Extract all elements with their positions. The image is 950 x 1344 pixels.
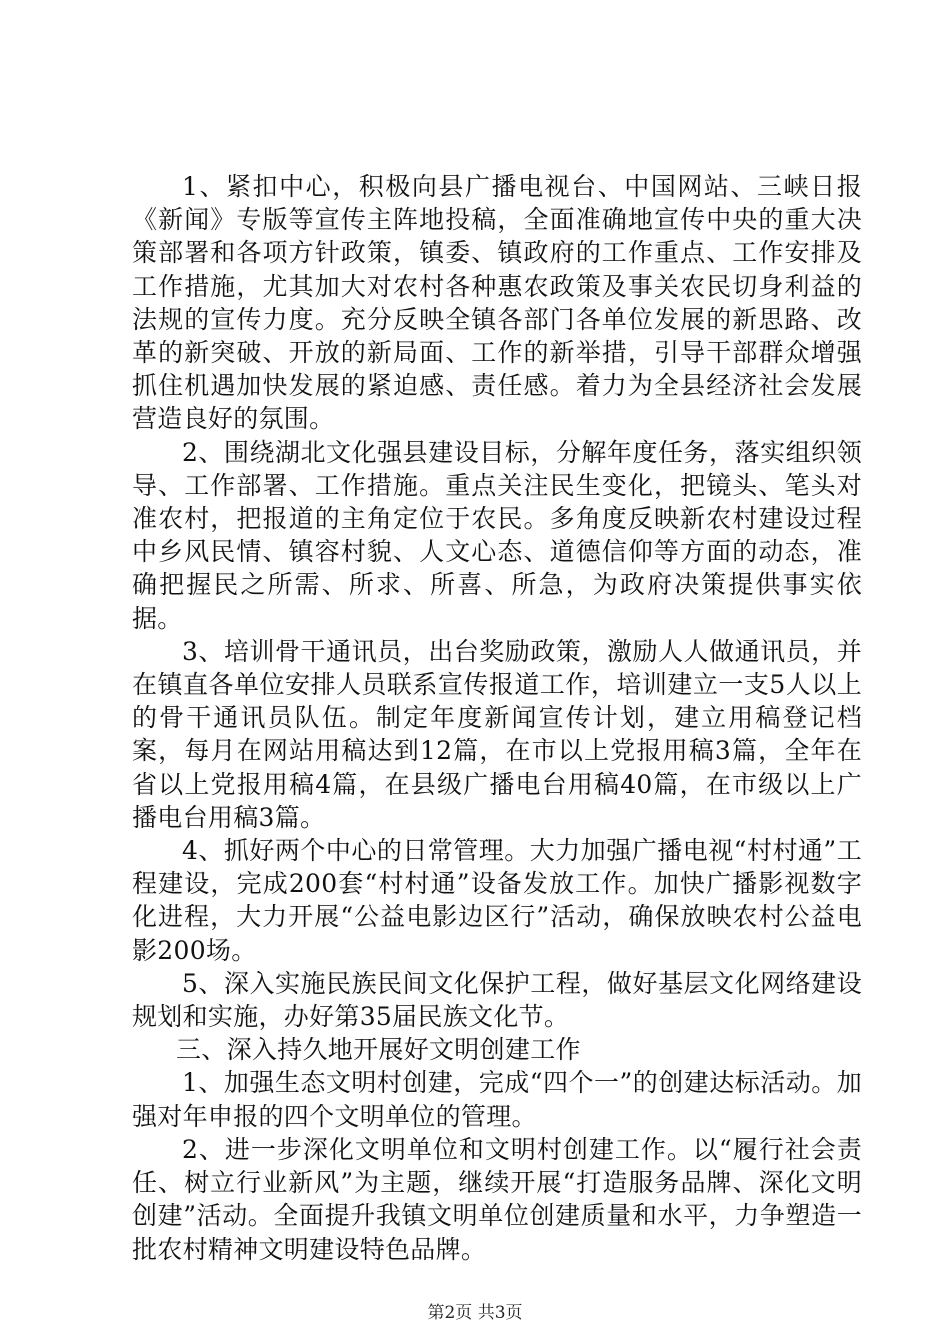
paragraph-correspondent-training: 3、培训骨干通讯员，出台奖励政策，激励人人做通讯员，并在镇直各单位安排人员联系宣传报道工作，培训建立一支5人以上的骨干通讯员队伍。制定年度新闻宣传计划，建立用稿登记档案，每月在网站用稿达到12篇，在市以上党报用稿3篇，全年在省以上党报用稿4篇，在县级广播电台用稿40篇，在市级以上广播电台用稿3篇。: [132, 636, 862, 832]
document-body: [132, 170, 862, 1266]
paragraph-folk-culture-protection: 5、深入实施民族民间文化保护工程，做好基层文化网络建设规划和实施，办好第35届民族文化节。: [132, 968, 862, 1032]
paragraph-civilized-units: 2、进一步深化文明单位和文明村创建工作。以“履行社会责任、树立行业新风”为主题，继续开展“打造服务品牌、深化文明创建”活动。全面提升我镇文明单位创建质量和水平，力争塑造一批农村精神文明建设特色品牌。: [132, 1134, 862, 1264]
section-heading-civilization: 三、深入持久地开展好文明创建工作: [176, 1035, 581, 1065]
paragraph-broadcast-centers: 4、抓好两个中心的日常管理。大力加强广播电视“村村通”工程建设，完成200套“村村通”设备发放工作。加快广播影视数字化进程，大力开展“公益电影边区行”活动，确保放映农村公益电影200场。: [132, 836, 862, 965]
page-footer: 第2页 共3页: [427, 1303, 523, 1323]
paragraph-culture-county-goal: 2、围绕湖北文化强县建设目标，分解年度任务，落实组织领导、工作部署、工作措施。重点关注民生变化，把镜头、笔头对准农村，把报道的主角定位于农民。多角度反映新农村建设过程中乡风民情、镇容村貌、人文心态、道德信仰等方面的动态，准确把握民之所需、所求、所喜、所急，为政府决策提供事实依据。: [132, 437, 862, 633]
paragraph-eco-village: 1、加强生态文明村创建，完成“四个一”的创建达标活动。加强对年申报的四个文明单位的管理。: [132, 1068, 862, 1131]
paragraph-publicity-focus: 1、紧扣中心，积极向县广播电视台、中国网站、三峡日报《新闻》专版等宣传主阵地投稿，全面准确地宣传中央的重大决策部署和各项方针政策，镇委、镇政府的工作重点、工作安排及工作措施，尤其加大对农村各种惠农政策及事关农民切身利益的法规的宣传力度。充分反映全镇各部门各单位发展的新思路、改革的新突破、开放的新局面、工作的新举措，引导干部群众增强抓住机遇加快发展的紧迫感、责任感。着力为全县经济社会发展营造良好的氛围。: [132, 172, 862, 434]
